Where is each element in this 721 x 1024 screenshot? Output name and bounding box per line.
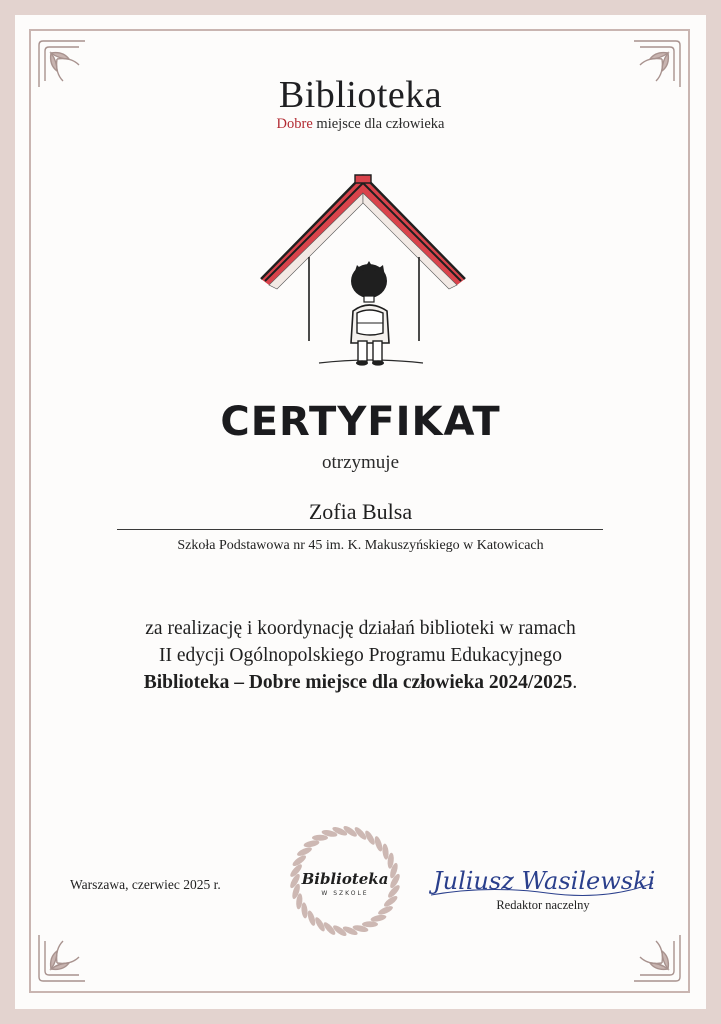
description-period: . (572, 672, 578, 693)
description-line: za realizację i koordynację działań biblioteki w ramach (145, 618, 576, 639)
brand-title: Biblioteka (278, 74, 443, 116)
seal-title: Biblioteka (301, 870, 389, 888)
name-underline (117, 529, 603, 530)
certificate-subtitle: otrzymuje (321, 452, 400, 473)
place-date: Warszawa, czerwiec 2025 r. (70, 877, 221, 892)
wreath-leaf (373, 835, 384, 852)
tagline-rest: miejsce dla człowieka (312, 116, 445, 132)
wreath-leaf (306, 910, 317, 927)
seal-subtitle: W SZKOLE (321, 890, 369, 897)
editor-role: Redaktor naczelny (496, 898, 590, 912)
wreath-leaf (362, 921, 378, 927)
description-line: II edycji Ogólnopolskiego Programu Edukacyjnego (159, 645, 562, 666)
laurel-wreath-seal (284, 820, 406, 942)
description-line (15, 669, 706, 696)
brand-tagline (15, 116, 706, 133)
certificate-title: CERTYFIKAT (220, 399, 501, 445)
tagline-accent: Dobre (276, 116, 313, 132)
corner-ornament-icon (35, 931, 89, 985)
school-name: Szkoła Podstawowa nr 45 im. K. Makuszyńskiego w Katowicach (177, 538, 544, 553)
certificate-page (15, 15, 706, 1009)
wreath-leaf (303, 839, 320, 848)
certificate-description (15, 615, 706, 696)
wreath-leaf (370, 914, 387, 923)
recipient-name: Zofia Bulsa (308, 499, 413, 524)
program-name: Biblioteka – Dobre miejsce dla człowieka 2024/2025 (143, 672, 573, 693)
wreath-leaf (312, 835, 328, 841)
wreath-leaf (382, 843, 390, 860)
wreath-leaf (301, 902, 309, 919)
book-roof-boy-illustration (243, 173, 483, 369)
corner-ornament-icon (630, 931, 684, 985)
signature-text: Juliusz Wasilewski (433, 867, 656, 895)
